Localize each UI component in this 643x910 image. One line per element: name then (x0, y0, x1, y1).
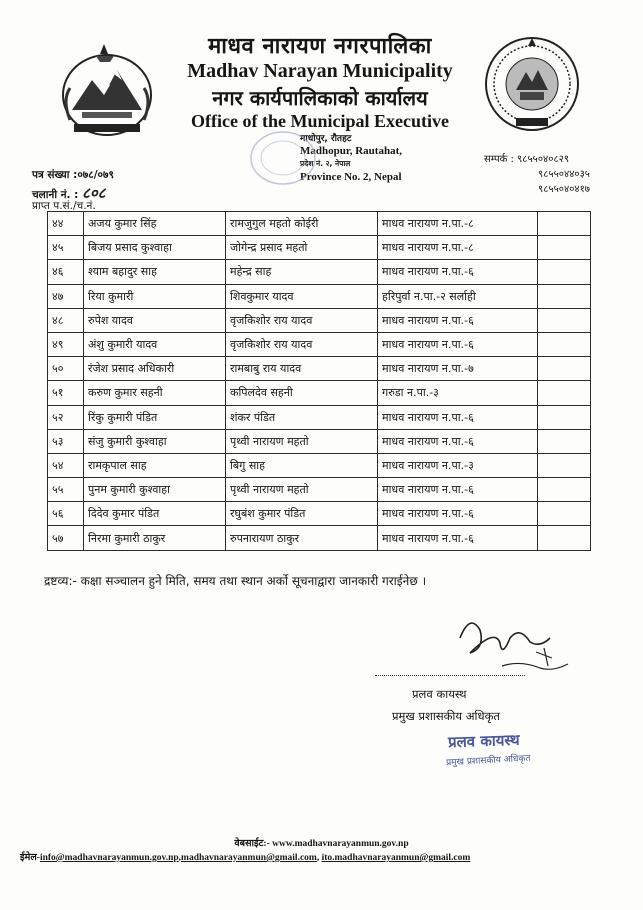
blank-cell (538, 212, 591, 236)
blank-cell (538, 308, 591, 332)
email-link[interactable]: madhavnarayanmun@gmail.com (181, 853, 317, 863)
org-name-np: माधव नारायण नगरपालिका (208, 34, 432, 59)
province-np: प्रदेश नं. २, नेपाल (300, 159, 351, 168)
blank-cell (538, 260, 591, 284)
trainee-name: रुपेश यादव (84, 308, 226, 332)
table-row (48, 212, 591, 236)
address-cell: माधव नारायण न.पा.-७ (378, 357, 538, 381)
guardian-name: रामजुगुल महतो कोईरी (226, 212, 378, 236)
trainee-name: पुनम कुमारी कुश्वाहा (84, 478, 226, 502)
table-row (48, 526, 591, 550)
row-number: ४९ (48, 332, 84, 356)
guardian-name: शिवकुमार यादव (226, 284, 378, 308)
trainee-name: बिजय प्रसाद कुश्वाहा (84, 236, 226, 260)
trainee-name: निरमा कुमारी ठाकुर (84, 526, 226, 550)
guardian-name: महेन्द्र साह (226, 260, 378, 284)
guardian-name: बिगु साह (226, 453, 378, 477)
trainee-name: अजय कुमार सिंह (84, 212, 226, 236)
guardian-name: रघुबंश कुमार पंडित (226, 502, 378, 526)
blank-cell (538, 453, 591, 477)
contact-block (484, 152, 624, 197)
trainee-name: रामकृपाल साह (84, 453, 226, 477)
row-number: ५६ (48, 502, 84, 526)
signatory-name: प्रलव कायस्थ (412, 687, 467, 701)
guardian-name: वृजकिशोर राय यादव (226, 308, 378, 332)
table-row (48, 284, 591, 308)
address-cell: माधव नारायण न.पा.-६ (378, 526, 538, 550)
signature-line (375, 675, 525, 676)
province-en: Province No. 2, Nepal (300, 171, 402, 183)
table-row (48, 260, 591, 284)
trainee-name: अंशु कुमारी यादव (84, 332, 226, 356)
address-np: माधोपुर, रौतहट (300, 134, 352, 144)
blank-cell (538, 405, 591, 429)
patra-sankhya (32, 168, 114, 182)
blank-cell (538, 429, 591, 453)
table-row (48, 332, 591, 356)
guardian-name: पृथ्वी नारायण महतो (226, 429, 378, 453)
trainee-name: रंजेश प्रसाद अधिकारी (84, 357, 226, 381)
trainee-name: श्याम बहादुर साह (84, 260, 226, 284)
stamp-name: प्रलव कायस्थ (447, 730, 520, 752)
chalani-label: चलानी नं. : (32, 189, 79, 201)
guardian-name: रामबाबु राय यादव (226, 357, 378, 381)
table-row (48, 429, 591, 453)
nepal-emblem-logo (52, 40, 162, 140)
guardian-name: पृथ्वी नारायण महतो (226, 478, 378, 502)
row-number: ४४ (48, 212, 84, 236)
stamp-title: प्रमुख प्रशासकीय अधिकृत (445, 753, 531, 769)
row-number: ५७ (48, 526, 84, 550)
address-cell: माधव नारायण न.पा.-६ (378, 405, 538, 429)
address-cell: माधव नारायण न.पा.-६ (378, 429, 538, 453)
row-number: ५३ (48, 429, 84, 453)
chalani-value: ८०८ (82, 186, 106, 202)
trainee-name: दिदेव कुमार पंडित (84, 502, 226, 526)
trainee-name: करुण कुमार सहनी (84, 381, 226, 405)
blank-cell (538, 332, 591, 356)
footer-emails: ईमेल-info@madhavnarayanmun.gov.np,madhavnarayanmun@gmail.com, ito.madhavnarayanmun@gmail.com (20, 853, 471, 863)
blank-cell (538, 478, 591, 502)
table-row (48, 357, 591, 381)
guardian-name: कपिलदेव सहनी (226, 381, 378, 405)
table-row (48, 381, 591, 405)
table-row (48, 236, 591, 260)
guardian-name: जोगेन्द्र प्रसाद महतो (226, 236, 378, 260)
prapta-label: प्राप्त प.सं./च.नं. (32, 200, 96, 212)
email-label: ईमेल- (20, 853, 40, 863)
office-name-np: नगर कार्यपालिकाको कार्यालय (212, 86, 428, 110)
row-number: ५५ (48, 478, 84, 502)
address-cell: माधव नारायण न.पा.-६ (378, 478, 538, 502)
row-number: ५२ (48, 405, 84, 429)
table-row (48, 405, 591, 429)
municipality-logo (480, 34, 584, 134)
blank-cell (538, 357, 591, 381)
office-name-en: Office of the Municipal Executive (191, 111, 449, 131)
row-number: ४५ (48, 236, 84, 260)
address-cell: माधव नारायण न.पा.-६ (378, 332, 538, 356)
guardian-name: वृजकिशोर राय यादव (226, 332, 378, 356)
table-row (48, 453, 591, 477)
patra-value: ०७८/०७९ (77, 169, 114, 181)
blank-cell (538, 236, 591, 260)
blank-cell (538, 284, 591, 308)
trainee-name: रिंकु कुमारी पंडित (84, 405, 226, 429)
email-link[interactable]: ito.madhavnarayanmun@gmail.com (321, 853, 471, 863)
patra-label: पत्र संख्या : (32, 169, 78, 181)
org-name-en: Madhav Narayan Municipality (187, 60, 453, 82)
address-cell: माधव नारायण न.पा.-३ (378, 453, 538, 477)
row-number: ४८ (48, 308, 84, 332)
row-number: ४६ (48, 260, 84, 284)
address-cell: माधव नारायण न.पा.-८ (378, 212, 538, 236)
note-text: द्रष्टव्य:- कक्षा सञ्चालन हुने मिति, समय तथा स्थान अर्को सूचनाद्वारा जानकारी गराईनेछ । (44, 574, 427, 588)
address-en: Madhopur, Rautahat, (300, 145, 402, 157)
trainee-name: संजु कुमारी कुश्वाहा (84, 429, 226, 453)
table-row (48, 478, 591, 502)
faint-stamp (248, 128, 318, 188)
guardian-name: शंकर पंडित (226, 405, 378, 429)
contact-phone: ९८५५०४०४१७ (538, 184, 590, 195)
contact-phone: ९८५५०४०८२९ (517, 154, 570, 165)
trainee-table (47, 211, 591, 551)
guardian-name: रुपनारायण ठाकुर (226, 526, 378, 550)
address-cell: माधव नारायण न.पा.-६ (378, 308, 538, 332)
table-row (48, 308, 591, 332)
row-number: ५१ (48, 381, 84, 405)
footer-website: वेबसाईट:- www.madhavnarayanmun.gov.np (234, 839, 409, 849)
address-cell: माधव नारायण न.पा.-६ (378, 502, 538, 526)
trainee-name: रिया कुमारी (84, 284, 226, 308)
contact-phone: ९८५५०४४०३५ (538, 169, 590, 180)
row-number: ४७ (48, 284, 84, 308)
address-cell: गरुडा न.पा.-३ (378, 381, 538, 405)
blank-cell (538, 526, 591, 550)
blank-cell (538, 381, 591, 405)
blank-cell (538, 502, 591, 526)
contact-label: सम्पर्क : (484, 154, 514, 165)
row-number: ५० (48, 357, 84, 381)
table-row (48, 502, 591, 526)
signatory-title: प्रमुख प्रशासकीय अधिकृत (392, 709, 500, 723)
email-link[interactable]: info@madhavnarayanmun.gov.np (39, 853, 179, 863)
address-cell: हरिपुर्वा न.पा.-२ सर्लाही (378, 284, 538, 308)
signature (440, 608, 580, 678)
address-cell: माधव नारायण न.पा.-८ (378, 236, 538, 260)
row-number: ५४ (48, 453, 84, 477)
address-cell: माधव नारायण न.पा.-६ (378, 260, 538, 284)
